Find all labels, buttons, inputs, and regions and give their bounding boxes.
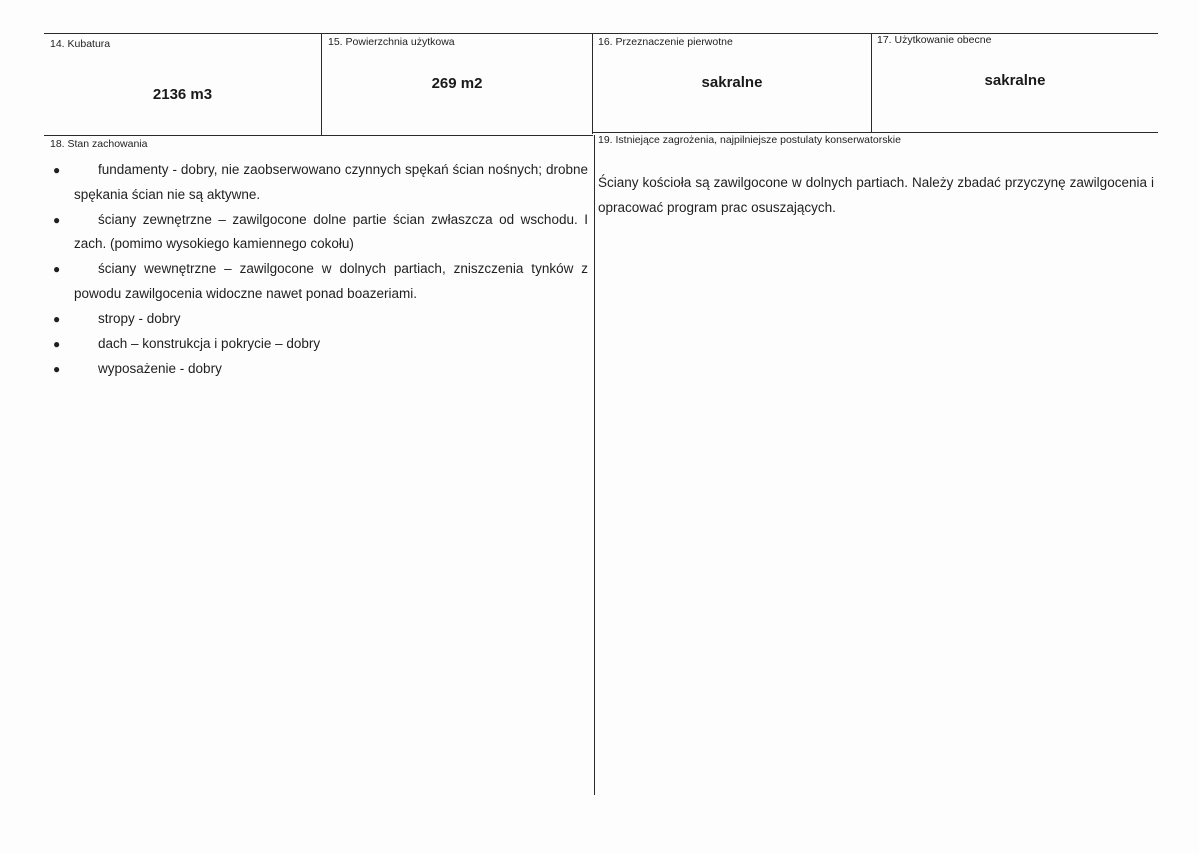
field-14-value: 2136 m3 (152, 86, 213, 103)
field-18-label: 18. Stan zachowania (50, 138, 148, 150)
field-16-value: sakralne (701, 74, 763, 91)
divider-18-19 (594, 135, 595, 795)
list-item-text: ściany zewnętrzne – zawilgocone dolne partie ścian zwłaszcza od wschodu. I zach. (pomimo wysokiego kamiennego cokołu) (74, 211, 588, 251)
list-item (53, 332, 588, 357)
list-item (53, 307, 588, 332)
list-item-text: wyposażenie - dobry (98, 360, 222, 376)
list-item (53, 158, 588, 207)
field-19-label: 19. Istniejące zagrożenia, najpilniejsze postulaty konserwatorskie (598, 134, 901, 146)
bullet-icon: ● (53, 361, 61, 376)
condition-list (53, 158, 588, 382)
row-rule-right (593, 132, 1158, 133)
list-item (53, 208, 588, 257)
list-item-text: dach – konstrukcja i pokrycie – dobry (98, 335, 321, 351)
field-15-label: 15. Powierzchnia użytkowa (328, 36, 455, 48)
list-item (53, 257, 588, 306)
bullet-icon: ● (53, 336, 61, 351)
list-item-text: fundamenty - dobry, nie zaobserwowano czynnych spękań ścian nośnych; drobne spękania ścian nie są aktywne. (74, 162, 588, 202)
field-19-text: Ściany kościoła są zawilgocone w dolnych partiach. Należy zbadać przyczynę zawilgocenia i opracować program prac osuszających. (598, 175, 1154, 215)
list-item (53, 357, 588, 382)
list-item-text: ściany wewnętrzne – zawilgocone w dolnych partiach, zniszczenia tynków z powodu zawilgocenia widoczne nawet ponad boazeriami. (74, 261, 588, 301)
field-17-label: 17. Użytkowanie obecne (877, 34, 992, 46)
bullet-icon: ● (53, 212, 61, 227)
list-item-text: stropy - dobry (98, 310, 181, 326)
row-rule-left (44, 135, 593, 136)
field-14-label: 14. Kubatura (50, 38, 111, 50)
bullet-icon: ● (53, 163, 61, 177)
field-15-value: 269 m2 (431, 75, 483, 92)
field-16-label: 16. Przeznaczenie pierwotne (598, 36, 733, 48)
bullet-icon: ● (53, 311, 61, 326)
bullet-icon: ● (53, 262, 61, 276)
field-17-value: sakralne (984, 72, 1046, 89)
